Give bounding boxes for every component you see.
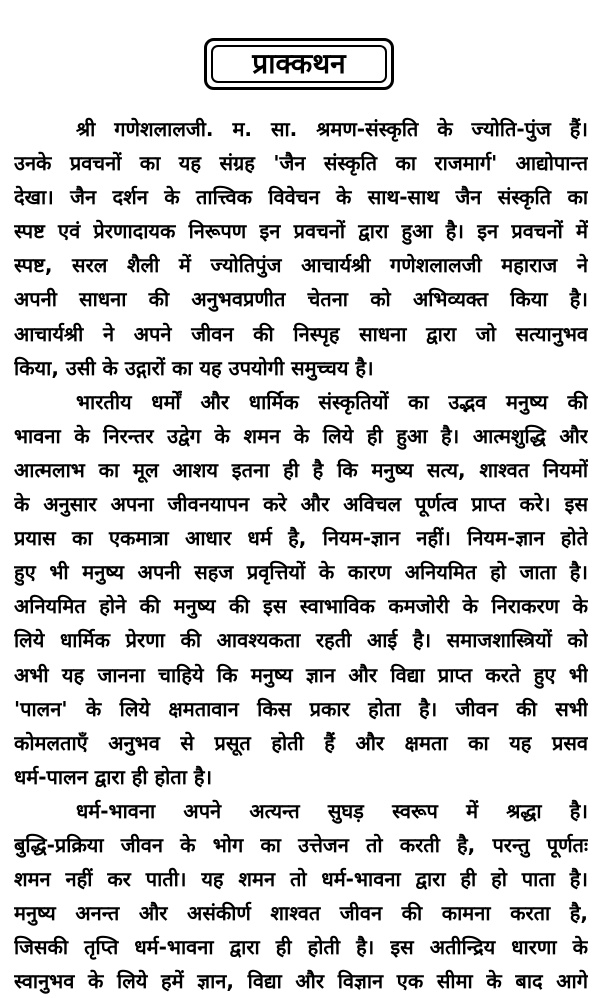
paragraph-1-line-5: स्पष्ट, सरल शैली में ज्योतिपुंज आचार्यश्री गणेशलालजी महाराज ने — [14, 253, 588, 278]
body-text — [14, 112, 588, 998]
paragraph-1-line-1: श्री गणेशलालजी. म. सा. श्रमण-संस्कृति के ज्योति-पुंज हैं। — [76, 117, 588, 141]
paragraph-1-line-3: देखा। जैन दर्शन के तात्त्विक विवेचन के साथ-साथ जैन संस्कृति का — [14, 185, 588, 210]
paragraph-2-line-6: हुए भी मनुष्य अपनी सहज प्रवृत्तियों के कारण अनियमित हो जाता है। — [14, 560, 588, 585]
paragraph-1-line-7: आचार्यश्री ने अपने जीवन की निस्पृह साधना द्वारा जो सत्यानुभव — [14, 321, 588, 346]
paragraph-1-line-8: किया, उसी के उद्गारों का यह उपयोगी समुच्चय है। — [14, 355, 374, 380]
title-frame — [204, 38, 394, 90]
paragraph-2-line-1: भारतीय धर्मों और धार्मिक संस्कृतियों का उद्भव मनुष्य की — [76, 389, 588, 414]
paragraph-2-line-4: के अनुसार अपना जीवनयापन करे और अविचल पूर्णत्व प्राप्त करे। इस — [14, 492, 588, 517]
title-frame-inner — [211, 45, 387, 83]
paragraph-2-line-10: 'पालन' के लिये क्षमतावान किस प्रकार होता है। जीवन की सभी — [14, 696, 588, 721]
paragraph-2-line-2: भावना के निरन्तर उद्वेग के शमन के लिये ही हुआ है। आत्मशुद्धि और — [14, 423, 588, 448]
paragraph-1-line-4: स्पष्ट एवं प्रेरणादायक निरूपण इन प्रवचनों द्वारा हुआ है। इन प्रवचनों में — [14, 219, 588, 244]
paragraph-3-line-4: मनुष्य अनन्त और असंकीर्ण शाश्वत जीवन की कामना करता है, — [14, 901, 588, 926]
paragraph-2-line-8: लिये धार्मिक प्रेरणा की आवश्यकता रहती आई है। समाजशास्त्रियों को — [14, 628, 588, 653]
paragraph-2-line-3: आत्मलाभ का मूल आशय इतना ही है कि मनुष्य सत्य, शाश्वत नियमों — [14, 457, 588, 482]
paragraph-1-line-6: अपनी साधना की अनुभवप्रणीत चेतना को अभिव्यक्त किया है। — [14, 287, 588, 312]
paragraph-1-line-2: उनके प्रवचनों का यह संग्रह 'जैन संस्कृति का राजमार्ग' आद्योपान्त — [14, 151, 588, 176]
paragraph-2-line-7: अनियमित होने की मनुष्य की इस स्वाभाविक कमजोरी के निराकरण के — [14, 594, 588, 619]
page-title: प्राक्कथन — [252, 47, 346, 80]
paragraph-3-line-2: बुद्धि-प्रक्रिया जीवन के भोग का उत्तेजन तो करती है, परन्तु पूर्णतः — [14, 832, 588, 857]
paragraph-3-line-3: शमन नहीं कर पाती। यह शमन तो धर्म-भावना द्वारा ही हो पाता है। — [14, 867, 588, 892]
paragraph-3-line-5: जिसकी तृप्ति धर्म-भावना द्वारा ही होती है। इस अतीन्द्रिय धारणा के — [14, 935, 588, 960]
paragraph-2-line-11: कोमलताएँ अनुभव से प्रसूत होती हैं और क्षमता का यह प्रसव — [14, 730, 588, 755]
paragraph-2-line-5: प्रयास का एकमात्रा आधार धर्म है, नियम-ज्ञान नहीं। नियम-ज्ञान होते — [14, 526, 588, 551]
paragraph-3-line-1: धर्म-भावना अपने अत्यन्त सुघड़ स्वरूप में श्रद्धा है। — [76, 798, 588, 823]
paragraph-2-line-9: अभी यह जानना चाहिये कि मनुष्य ज्ञान और विद्या प्राप्त करते हुए भी — [14, 662, 588, 687]
paragraph-2-line-12: धर्म-पालन द्वारा ही होता है। — [14, 764, 213, 789]
paragraph-3-line-6: स्वानुभव के लिये हमें ज्ञान, विद्या और विज्ञान एक सीमा के बाद आगे — [14, 969, 588, 994]
